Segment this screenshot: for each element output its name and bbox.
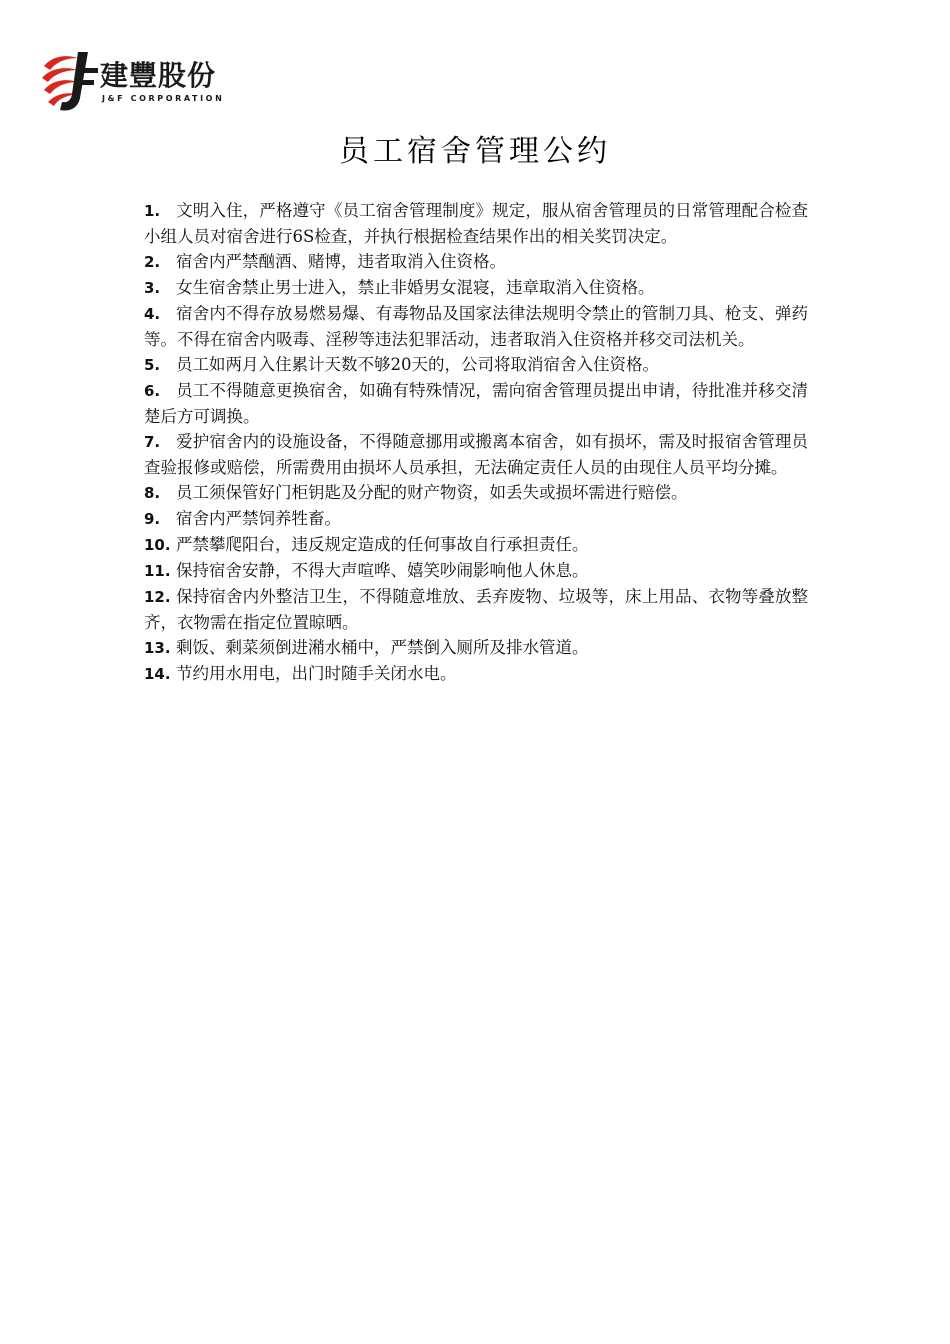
rule-number: 10. — [144, 536, 171, 554]
rule-text: 员工不得随意更换宿舍，如确有特殊情况，需向宿舍管理员提出申请，待批准并移交清楚后方可调换。 — [144, 381, 808, 426]
rule-text: 宿舍内严禁饲养牲畜。 — [176, 509, 341, 528]
rule-item — [144, 429, 808, 480]
rule-number: 14. — [144, 665, 171, 683]
rule-number: 5. — [144, 356, 161, 374]
rule-number: 9. — [144, 510, 161, 528]
rule-item — [144, 249, 808, 275]
rule-number: 13. — [144, 639, 171, 657]
rules-list — [144, 198, 808, 687]
rule-number: 4. — [144, 305, 161, 323]
rule-number: 7. — [144, 433, 161, 451]
company-logo — [38, 44, 258, 116]
rule-text: 女生宿舍禁止男士进入，禁止非婚男女混寝，违章取消入住资格。 — [176, 278, 655, 297]
rule-number: 3. — [144, 279, 161, 297]
rule-item — [144, 635, 808, 661]
rule-text: 员工如两月入住累计天数不够20天的，公司将取消宿舍入住资格。 — [176, 355, 659, 374]
rule-item — [144, 506, 808, 532]
rule-text: 节约用水用电，出门时随手关闭水电。 — [176, 664, 457, 683]
rule-text: 保持宿舍内外整洁卫生，不得随意堆放、丢弃废物、垃圾等，床上用品、衣物等叠放整齐，衣物需在指定位置晾晒。 — [144, 587, 808, 632]
rule-item — [144, 532, 808, 558]
rule-text: 爱护宿舍内的设施设备，不得随意挪用或搬离本宿舍，如有损坏，需及时报宿舍管理员查验报修或赔偿，所需费用由损坏人员承担，无法确定责任人员的由现住人员平均分摊。 — [144, 432, 808, 477]
rule-text: 严禁攀爬阳台，违反规定造成的任何事故自行承担责任。 — [176, 535, 589, 554]
rule-item — [144, 661, 808, 687]
rule-number: 2. — [144, 253, 161, 271]
rule-number: 8. — [144, 484, 161, 502]
rule-number: 12. — [144, 588, 171, 606]
company-name: 建豐股份 — [100, 59, 217, 92]
rule-text: 保持宿舍安静，不得大声喧哗、嬉笑吵闹影响他人休息。 — [176, 561, 589, 580]
rule-item — [144, 301, 808, 352]
rule-item — [144, 558, 808, 584]
rule-number: 11. — [144, 562, 171, 580]
rule-text: 员工须保管好门柜钥匙及分配的财产物资，如丢失或损坏需进行赔偿。 — [176, 483, 688, 502]
company-subtitle: J&F CORPORATION — [102, 94, 225, 103]
rule-item — [144, 480, 808, 506]
jf-flame-logo-icon — [38, 44, 100, 114]
rule-item — [144, 584, 808, 635]
rule-text: 剩饭、剩菜须倒进潲水桶中，严禁倒入厕所及排水管道。 — [176, 638, 589, 657]
rule-item — [144, 198, 808, 249]
rule-text: 宿舍内不得存放易燃易爆、有毒物品及国家法律法规明令禁止的管制刀具、枪支、弹药等。不得在宿舍内吸毒、淫秽等违法犯罪活动，违者取消入住资格并移交司法机关。 — [144, 304, 808, 349]
document-title: 员工宿舍管理公约 — [339, 134, 611, 169]
rule-text: 宿舍内严禁酗酒、赌博，违者取消入住资格。 — [176, 252, 506, 271]
rule-item — [144, 378, 808, 429]
rule-item — [144, 275, 808, 301]
rule-number: 6. — [144, 382, 161, 400]
rule-text: 文明入住，严格遵守《员工宿舍管理制度》规定，服从宿舍管理员的日常管理配合检查小组人员对宿舍进行6S检查，并执行根据检查结果作出的相关奖罚决定。 — [144, 201, 808, 246]
rule-number: 1. — [144, 202, 161, 220]
rule-item — [144, 352, 808, 378]
